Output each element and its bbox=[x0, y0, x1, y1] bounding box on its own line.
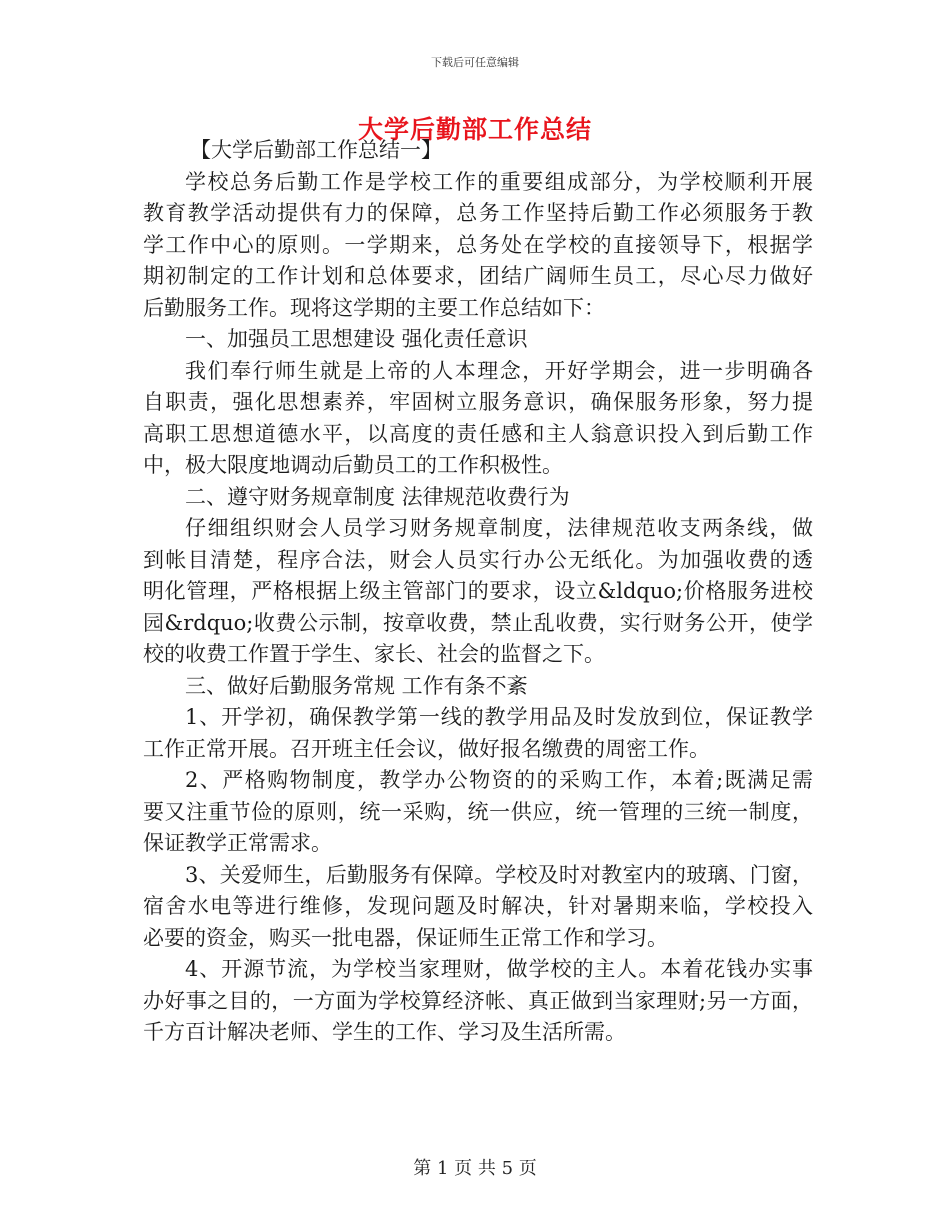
body-line: 园&rdquo;收费公示制，按章收费，禁止乱收费，实行财务公开，使学 bbox=[143, 610, 813, 635]
subheading-2: 二、遵守财务规章制度 法律规范收费行为 bbox=[185, 484, 570, 509]
body-line: 1、开学初，确保教学第一线的教学用品及时发放到位，保证教学 bbox=[185, 705, 813, 729]
body-line: 校的收费工作置于学生、家长、社会的监督之下。 bbox=[143, 642, 605, 666]
body-line: 工作正常开展。召开班主任会议，做好报名缴费的周密工作。 bbox=[143, 736, 710, 761]
body-line: 教育教学活动提供有力的保障，总务工作坚持后勤工作必须服务于教 bbox=[143, 201, 813, 225]
document-body bbox=[143, 135, 813, 1049]
body-line: 宿舍水电等进行维修，发现问题及时解决，针对暑期来临，学校投入 bbox=[143, 894, 813, 918]
body-line: 办好事之目的，一方面为学校算经济帐、真正做到当家理财;另一方面， bbox=[143, 988, 813, 1013]
page-header-note: 下载后可任意编辑 bbox=[431, 56, 519, 69]
body-line: 高职工思想道德水平，以高度的责任感和主人翁意识投入到后勤工作 bbox=[143, 421, 813, 446]
body-line: 要又注重节俭的原则，统一采购，统一供应，统一管理的三统一制度， bbox=[143, 799, 813, 824]
body-line: 明化管理，严格根据上级主管部门的要求，设立&ldquo;价格服务进校 bbox=[143, 579, 813, 603]
body-line: 后勤服务工作。现将这学期的主要工作总结如下： bbox=[143, 295, 605, 320]
body-line: 学工作中心的原则。一学期来，总务处在学校的直接领导下，根据学 bbox=[143, 232, 813, 257]
section-heading: 【大学后勤部工作总结一】 bbox=[190, 138, 442, 162]
document-title: 大学后勤部工作总结 bbox=[357, 115, 592, 144]
body-line: 中，极大限度地调动后勤员工的工作积极性。 bbox=[143, 453, 563, 477]
body-line: 4、开源节流，为学校当家理财，做学校的主人。本着花钱办实事 bbox=[185, 957, 813, 981]
subheading-1: 一、加强员工思想建设 强化责任意识 bbox=[185, 327, 528, 351]
subheading-3: 三、做好后勤服务常规 工作有条不紊 bbox=[185, 673, 528, 698]
body-line: 必要的资金，购买一批电器，保证师生正常工作和学习。 bbox=[143, 925, 668, 950]
body-line: 2、严格购物制度，教学办公物资的的采购工作，本着;既满足需 bbox=[185, 768, 813, 792]
body-line: 学校总务后勤工作是学校工作的重要组成部分，为学校顺利开展 bbox=[185, 169, 813, 194]
page-number-footer: 第 1 页 共 5 页 bbox=[413, 1158, 537, 1179]
body-line: 仔细组织财会人员学习财务规章制度，法律规范收支两条线，做 bbox=[185, 516, 813, 540]
body-line: 自职责，强化思想素养，牢固树立服务意识，确保服务形象，努力提 bbox=[143, 390, 813, 414]
body-line: 保证教学正常需求。 bbox=[143, 831, 332, 855]
body-line: 3、关爱师生，后勤服务有保障。学校及时对教室内的玻璃、门窗， bbox=[185, 862, 813, 887]
body-line: 期初制定的工作计划和总体要求，团结广阔师生员工，尽心尽力做好 bbox=[143, 264, 813, 288]
body-line: 我们奉行师生就是上帝的人本理念，开好学期会，进一步明确各 bbox=[185, 358, 813, 383]
body-line: 到帐目清楚，程序合法，财会人员实行办公无纸化。为加强收费的透 bbox=[143, 547, 813, 572]
body-line: 千方百计解决老师、学生的工作、学习及生活所需。 bbox=[143, 1020, 626, 1044]
